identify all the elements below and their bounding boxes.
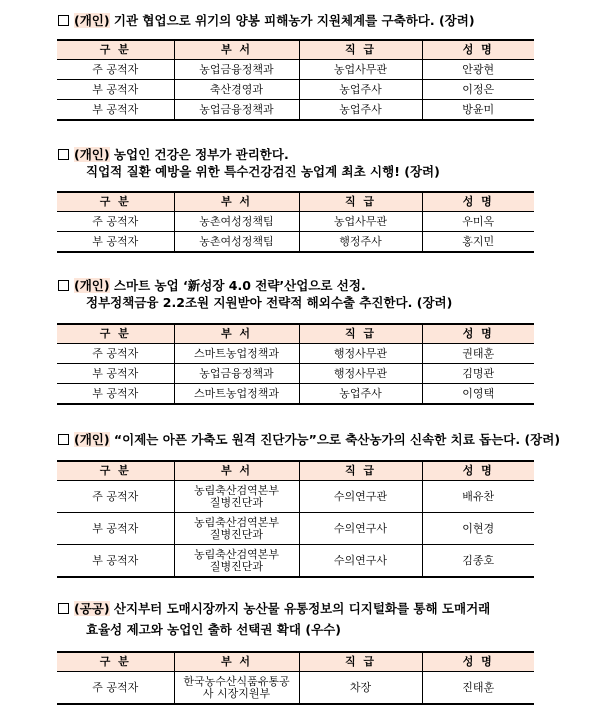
column-header: 부 서 [174, 192, 299, 212]
column-header: 부 서 [174, 324, 299, 344]
column-header: 부 서 [174, 461, 299, 481]
column-header: 구 분 [57, 652, 174, 672]
column-header: 성 명 [422, 40, 534, 60]
table-row: 주 공적자 농림축산검역본부 질병진단과 수의연구관 배유찬 [57, 481, 534, 513]
table-row: 부 공적자 축산경영과 농업주사 이정은 [57, 80, 534, 100]
column-header: 부 서 [174, 40, 299, 60]
section-2-heading: (개인) 농업인 건강은 정부가 관리한다. 직업적 질환 예방을 위한 특수건강검진 농업계 최초 시행! (장려) [58, 146, 440, 180]
column-header: 직 급 [299, 461, 422, 481]
column-header: 구 분 [57, 192, 174, 212]
section-1-heading: (개인) 기관 협업으로 위기의 양봉 피해농가 지원체계를 구축하다. (장려) [58, 12, 475, 29]
table-row: 주 공적자 농촌여성정책팀 농업사무관 우미옥 [57, 212, 534, 232]
column-header: 구 분 [57, 324, 174, 344]
column-header: 직 급 [299, 40, 422, 60]
table-row: 주 공적자 한국농수산식품유통공사 시장지원부 차장 진태훈 [57, 672, 534, 705]
table-row: 주 공적자 농업금융정책과 농업사무관 안광현 [57, 60, 534, 80]
table-row: 부 공적자 농림축산검역본부 질병진단과 수의연구사 김종호 [57, 545, 534, 578]
column-header: 부 서 [174, 652, 299, 672]
section-5-table [57, 651, 534, 705]
column-header: 성 명 [422, 652, 534, 672]
column-header: 성 명 [422, 461, 534, 481]
table-row: 부 공적자 농업금융정책과 농업주사 방윤미 [57, 100, 534, 121]
table-row: 부 공적자 스마트농업정책과 농업주사 이영택 [57, 384, 534, 405]
column-header: 성 명 [422, 324, 534, 344]
section-2-table [57, 191, 534, 253]
section-4-table [57, 460, 534, 578]
column-header: 직 급 [299, 192, 422, 212]
section-5-heading: (공공) 산지부터 도매시장까지 농산물 유통정보의 디지털화를 통해 도매거래 효율성 제고와 농업인 출하 선택권 확대 (우수) [58, 600, 490, 638]
column-header: 구 분 [57, 40, 174, 60]
column-header: 성 명 [422, 192, 534, 212]
section-1-table [57, 39, 534, 121]
table-row: 부 공적자 농촌여성정책팀 행정주사 홍지민 [57, 232, 534, 253]
square-bullet-icon [58, 434, 69, 445]
square-bullet-icon [58, 280, 69, 291]
section-3-heading: (개인) 스마트 농업 ‘新성장 4.0 전략’산업으로 선정. 정부정책금융 2.2조원 지원받아 전략적 해외수출 추진한다. (장려) [58, 277, 452, 311]
square-bullet-icon [58, 603, 69, 614]
section-3-table [57, 323, 534, 405]
square-bullet-icon [58, 15, 69, 26]
column-header: 직 급 [299, 652, 422, 672]
table-row: 주 공적자 스마트농업정책과 행정사무관 권태훈 [57, 344, 534, 364]
table-row: 부 공적자 농업금융정책과 행정사무관 김명관 [57, 364, 534, 384]
column-header: 구 분 [57, 461, 174, 481]
column-header: 직 급 [299, 324, 422, 344]
table-row: 부 공적자 농림축산검역본부 질병진단과 수의연구사 이현경 [57, 513, 534, 545]
section-4-heading: (개인) “이제는 아픈 가축도 원격 진단가능”으로 축산농가의 신속한 치료 돕는다. (장려) [58, 431, 560, 448]
square-bullet-icon [58, 149, 69, 160]
